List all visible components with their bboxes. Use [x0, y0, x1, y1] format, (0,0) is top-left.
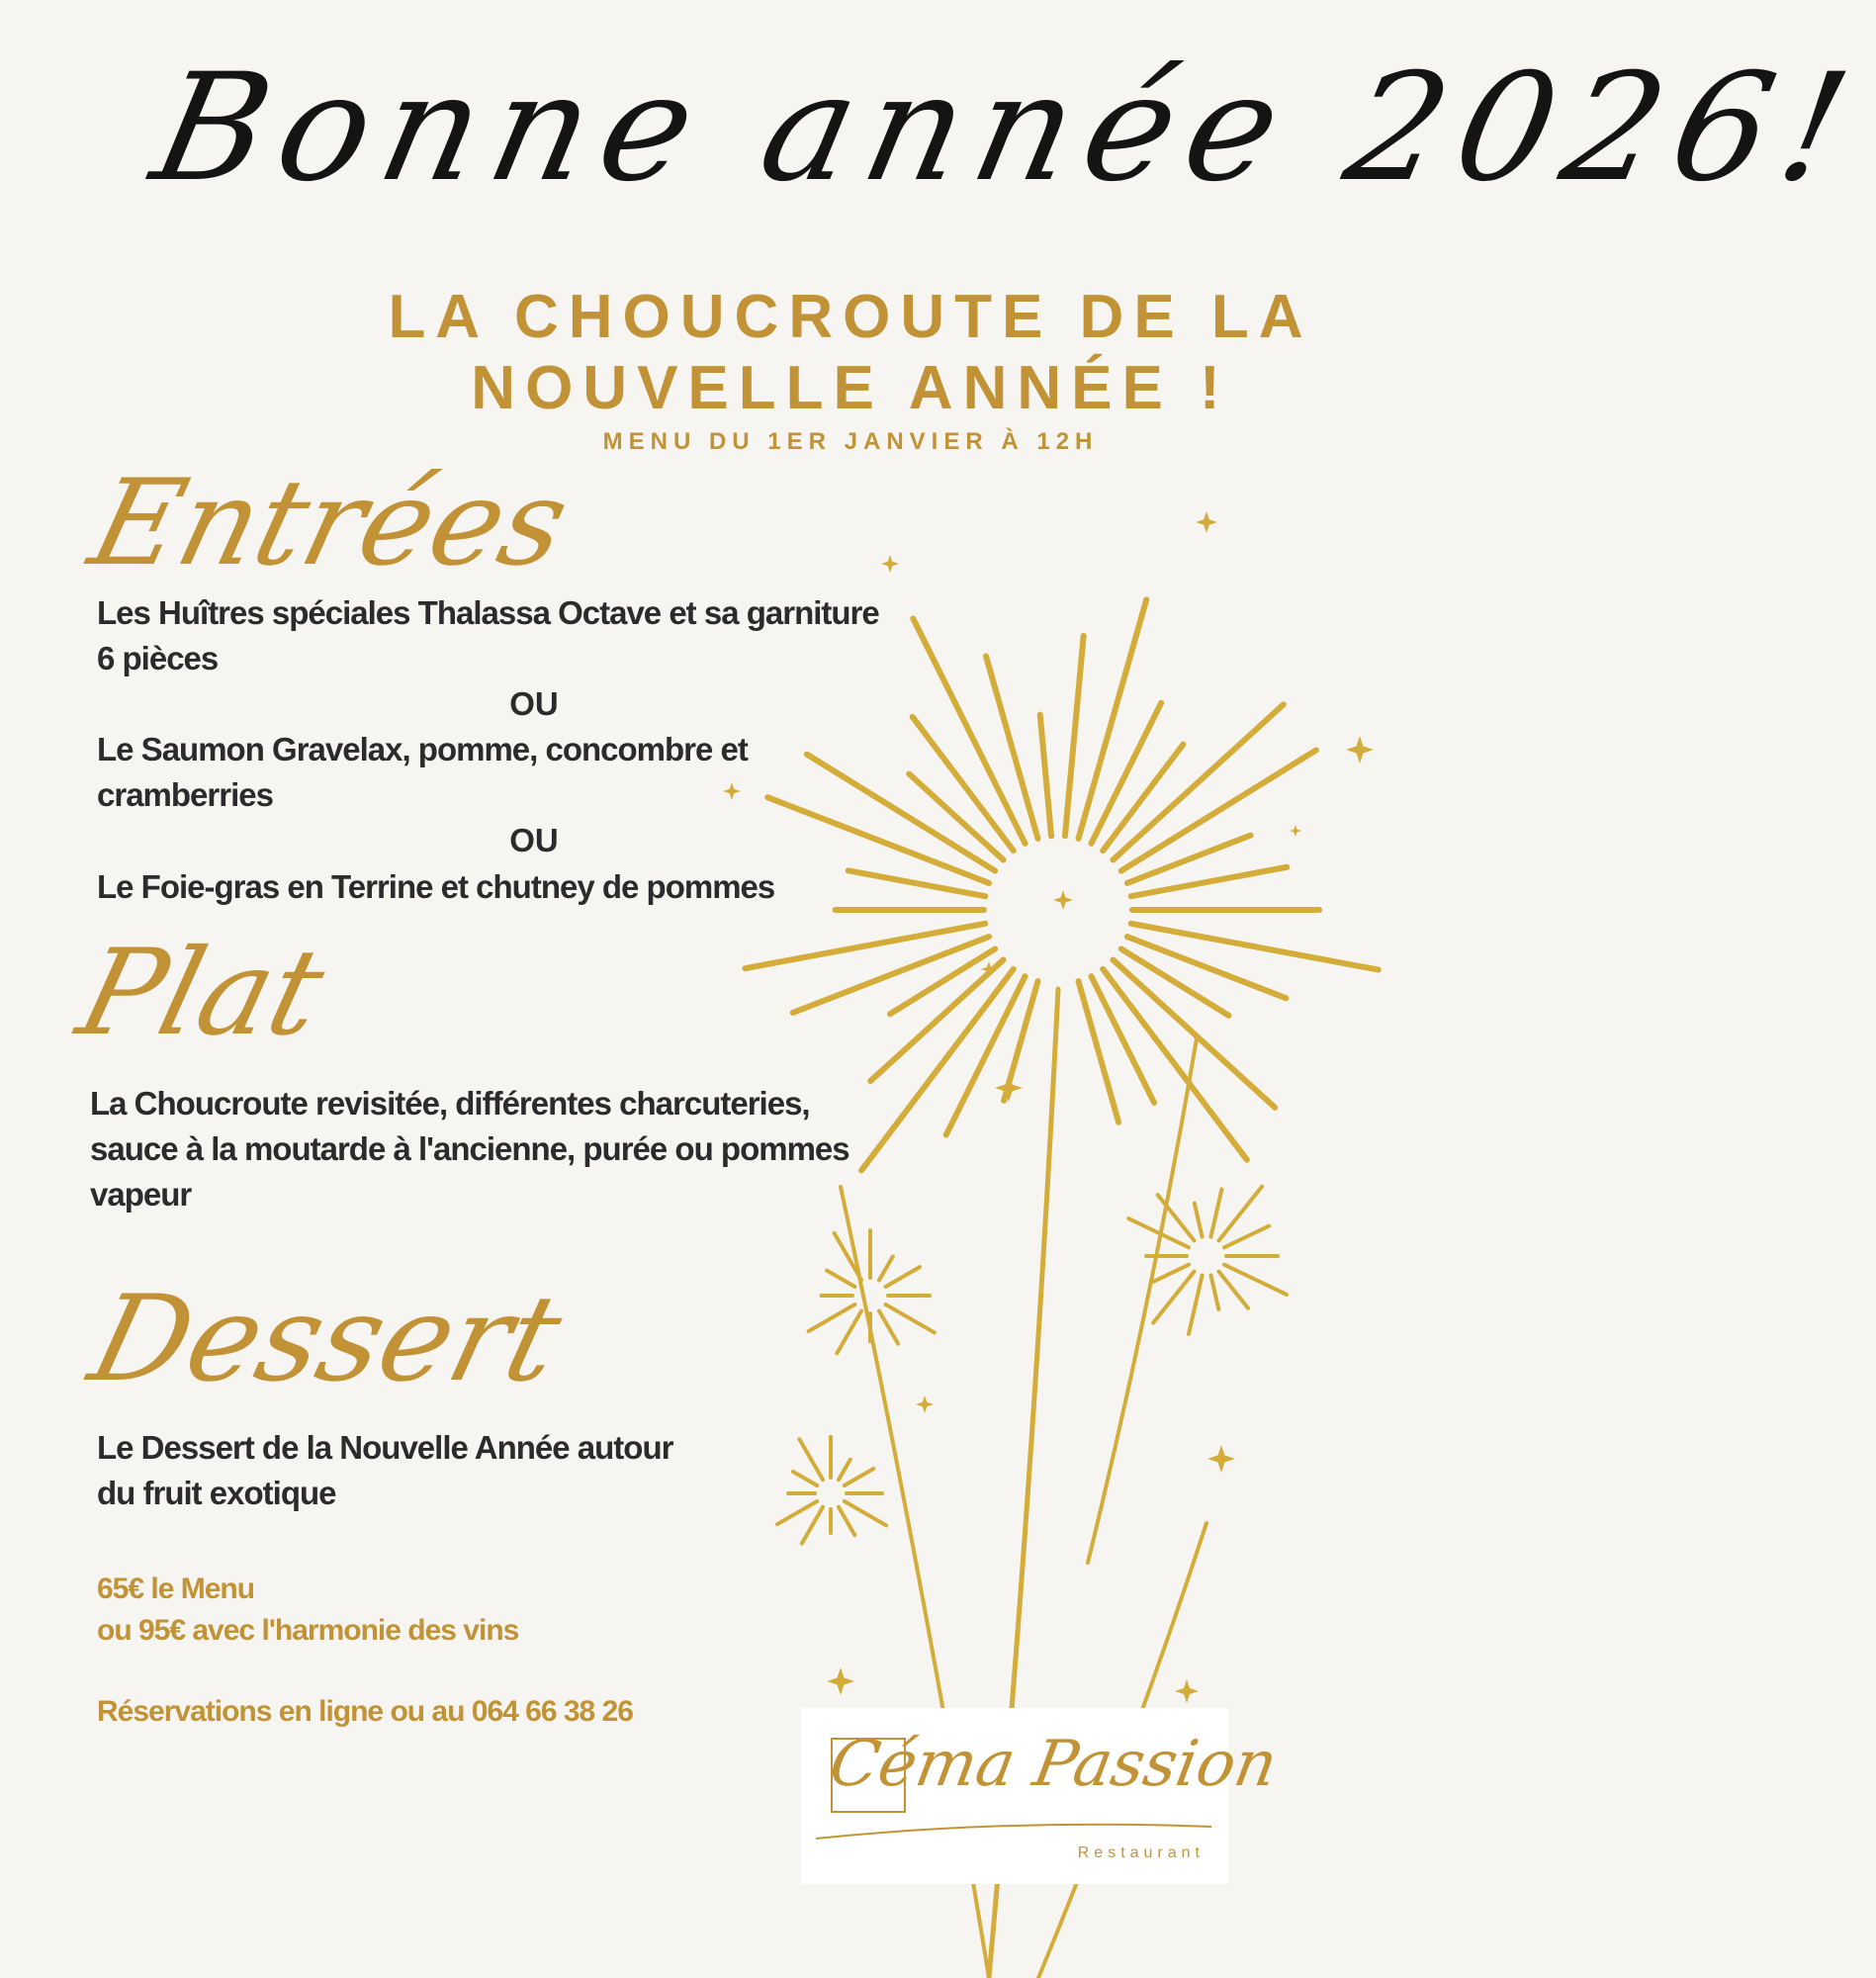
entree-item-oysters-line-2: 6 pièces	[97, 640, 219, 676]
price-menu: 65€ le Menu	[97, 1573, 255, 1605]
firework-ray	[1195, 1204, 1203, 1237]
firework-ray	[879, 1311, 898, 1344]
firework-ray	[809, 1304, 855, 1331]
logo-swash	[811, 1817, 1216, 1846]
firework-ray	[745, 924, 985, 968]
section-title-dessert: Dessert	[77, 1271, 575, 1408]
headline-line-2: NOUVELLE ANNÉE !	[471, 354, 1230, 422]
firework-ray	[1065, 636, 1084, 836]
entree-item-oysters-line-1: Les Huîtres spéciales Thalassa Octave et sa garniture	[97, 594, 879, 631]
sparkle-star	[1196, 511, 1217, 533]
restaurant-logo	[801, 1708, 1283, 1884]
entree-item-salmon-line-2: cramberries	[97, 776, 273, 813]
logo-name: Céma Passion	[824, 1728, 1283, 1801]
firework-ray	[1218, 1272, 1248, 1308]
firework-ray	[879, 1257, 893, 1281]
reservation-info: Réservations en ligne ou au 064 66 38 26	[97, 1695, 633, 1728]
price-with-wines: ou 95€ avec l'harmonie des vins	[97, 1614, 519, 1647]
plat-description	[90, 1081, 980, 1217]
or-separator-1: OU	[509, 685, 559, 722]
greeting-title: Bonne année 2026!	[139, 43, 1876, 215]
menu-subtitle: MENU DU 1ER JANVIER À 12H	[602, 428, 1099, 455]
entree-item-salmon	[97, 727, 987, 818]
entree-item-oysters	[97, 590, 987, 681]
section-title-plat: Plat	[65, 925, 337, 1062]
headline-line-1: LA CHOUCROUTE DE LA	[388, 283, 1313, 351]
pricing	[97, 1569, 789, 1652]
firework-ray	[1224, 1226, 1269, 1248]
sparkle-star	[1290, 825, 1301, 837]
firework-ray	[1210, 1189, 1221, 1236]
sparkle-star	[1175, 1679, 1199, 1703]
sparkle-star	[881, 555, 899, 573]
entree-item-foie-gras: Le Foie-gras en Terrine et chutney de pommes	[97, 868, 775, 905]
firework-ray	[1040, 715, 1051, 837]
dessert-line-1: Le Dessert de la Nouvelle Année autour	[97, 1429, 673, 1466]
firework-ray	[886, 1304, 935, 1332]
sparkle-star	[916, 1395, 934, 1413]
entree-item-salmon-line-1: Le Saumon Gravelax, pomme, concombre et	[97, 731, 748, 767]
sparkle-star	[1346, 736, 1374, 764]
section-title-entrees: Entrées	[77, 455, 581, 592]
firework-ray	[1121, 750, 1316, 870]
firework-ray	[1210, 1275, 1218, 1308]
plat-line-3: vapeur	[90, 1176, 192, 1213]
firework-ray	[1153, 1265, 1189, 1282]
firework-ray	[1113, 704, 1283, 859]
firework-ray	[886, 1267, 920, 1287]
sparkle-star	[1053, 890, 1073, 910]
sparkle-star	[995, 1074, 1023, 1102]
menu-headline	[376, 282, 1325, 424]
dessert-description	[97, 1425, 987, 1516]
firework-ray	[1189, 1275, 1203, 1333]
or-separator-2: OU	[509, 822, 559, 858]
sparkle-star	[1207, 1445, 1235, 1473]
logo-subtitle: Restaurant	[1077, 1844, 1205, 1861]
firework-ray	[1079, 981, 1119, 1123]
dessert-line-2: du fruit exotique	[97, 1475, 336, 1511]
firework-ray	[837, 1311, 861, 1354]
plat-line-1: La Choucroute revisitée, différentes charcuteries,	[90, 1085, 810, 1122]
firework-trail	[1088, 1038, 1197, 1563]
firework-ray	[827, 1271, 854, 1287]
firework-ray	[1131, 924, 1379, 970]
plat-line-2: sauce à la moutarde à l'ancienne, purée ou pommes	[90, 1130, 849, 1167]
